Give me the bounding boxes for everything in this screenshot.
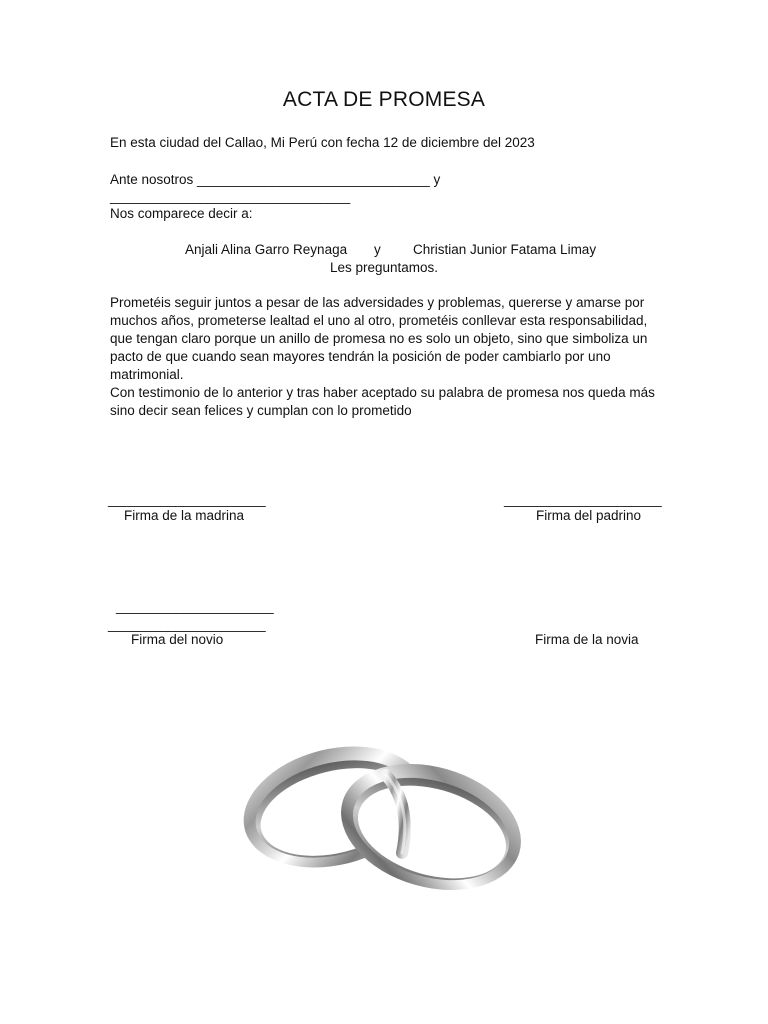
padrino-signature-line: _____________________ xyxy=(504,492,662,507)
novio-signature-line-upper: _____________________ xyxy=(116,599,274,614)
groom-name: Christian Junior Fatama Limay xyxy=(413,242,597,257)
novio-signature-line: _____________________ xyxy=(108,617,266,632)
promise-text: Prometéis seguir juntos a pesar de las adversidades y problemas, quererse y amarse por muchos años, prometerse lealtad el uno al otro, prometéis conllevar esta responsabilidad, que tengan claro porque un anillo de promesa no es solo un objeto, sino que simboliza un pacto de que cuando sean mayores tendrán la posición de poder cambiarlo por uno matrimonial. xyxy=(110,295,648,382)
madrina-signature-label: Firma de la madrina xyxy=(124,508,245,523)
padrino-signature-label: Firma del padrino xyxy=(536,508,642,523)
intro-line: En esta ciudad del Callao, Mi Perú con fecha 12 de diciembre del 2023 xyxy=(110,135,535,150)
ante-blank-line: ________________________________ xyxy=(110,189,351,204)
comparece-line: Nos comparece decir a: xyxy=(110,206,253,221)
novio-signature-label: Firma del novio xyxy=(131,632,224,647)
novia-signature-label: Firma de la novia xyxy=(535,632,639,647)
madrina-signature-line: _____________________ xyxy=(108,492,266,507)
ante-line: Ante nosotros _______________________________ y xyxy=(110,172,441,187)
document-title: ACTA DE PROMESA xyxy=(282,88,486,111)
conjunction: y xyxy=(374,242,381,257)
promise-paragraph xyxy=(110,294,670,420)
testimony-text: Con testimonio de lo anterior y tras haber aceptado su palabra de promesa nos queda más sino decir sean felices y cumplan con lo prometido xyxy=(110,385,655,418)
preguntamos-line: Les preguntamos. xyxy=(329,260,439,275)
bride-name: Anjali Alina Garro Reynaga xyxy=(185,242,348,257)
wedding-rings-icon xyxy=(236,735,536,905)
